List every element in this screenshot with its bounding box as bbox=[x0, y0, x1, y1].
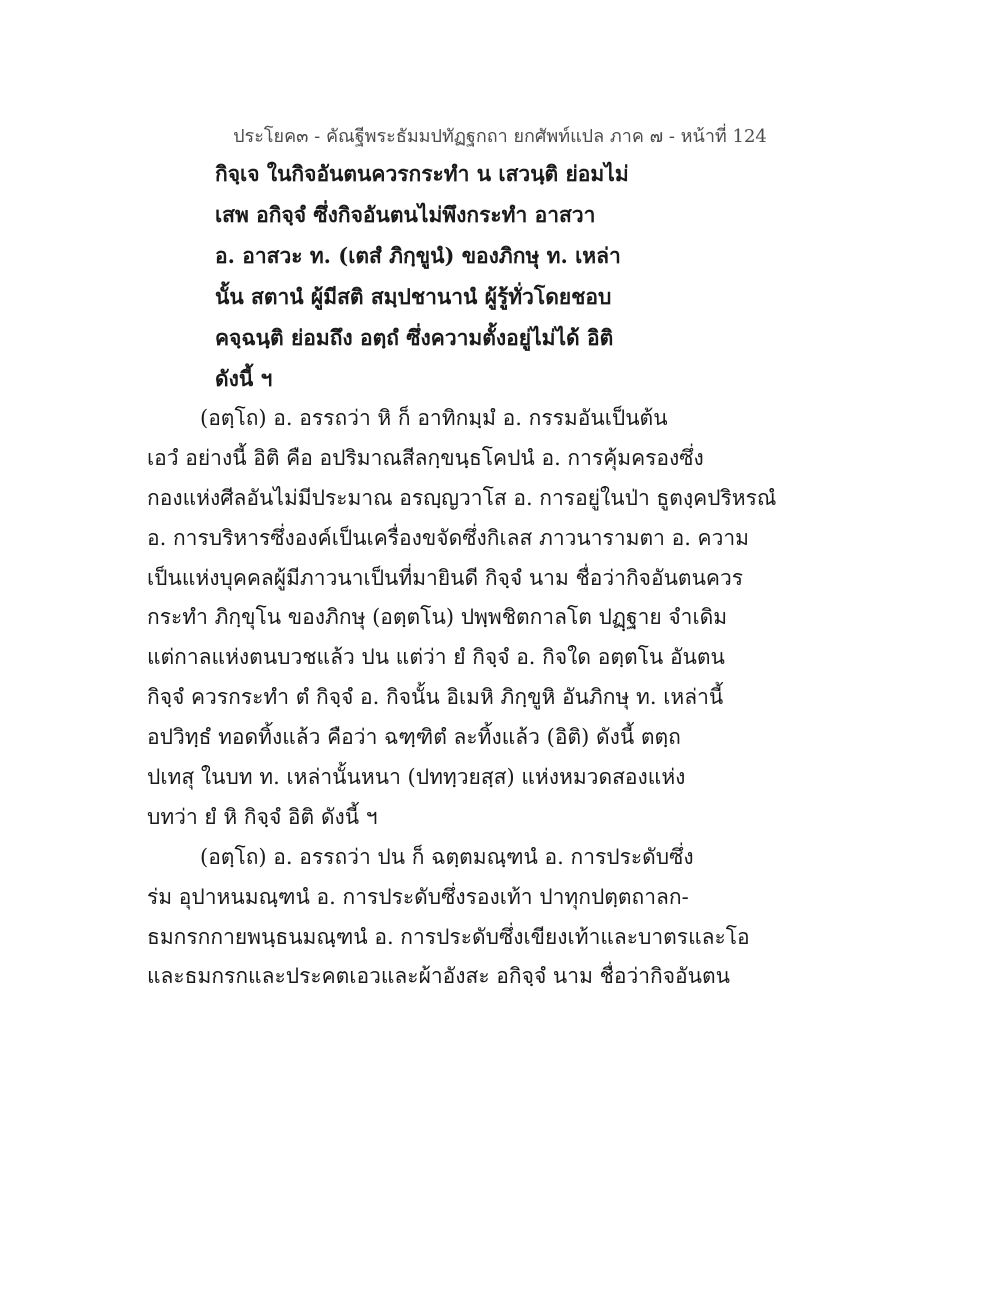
paragraph1-line-9: อปวิทฺธํ ทอดทิ้งแล้ว คือว่า ฉฑฺฑิตํ ละทิ้งแล้ว (อิติ) ดังนี้ ตตฺถ bbox=[147, 725, 681, 749]
paragraph2-line-2: ร่ม อุปาหนมณฺฑนํ อ. การประดับซึ่งรองเท้า ปาทุกปตฺตถาลก- bbox=[147, 885, 689, 909]
paragraph2-line-4: และธมกรกและประคตเอวและผ้าอังสะ อกิจฺจํ นาม ชื่อว่ากิจอันตน bbox=[147, 964, 731, 988]
bold-line-5: คจฺฉนฺติ ย่อมถึง อตฺถํ ซึ่งความตั้งอยู่ไม่ได้ อิติ bbox=[215, 325, 614, 350]
bold-line-6: ดังนี้ ฯ bbox=[215, 366, 273, 391]
paragraph1-line-6: กระทำ ภิกฺขุโน ของภิกษุ (อตฺตโน) ปพฺพชิตกาลโต ปฏฺฐาย จำเดิม bbox=[147, 605, 728, 629]
paragraph1-line-10: ปเทสุ ในบท ท. เหล่านั้นหนา (ปททฺวยสฺส) แห่งหมวดสองแห่ง bbox=[147, 765, 686, 789]
bold-line-2: เสพ อกิจฺจํ ซึ่งกิจอันตนไม่พึงกระทำ อาสวา bbox=[215, 202, 596, 227]
paragraph1-line-5: เป็นแห่งบุคคลผู้มีภาวนาเป็นที่มายินดี กิจฺจํ นาม ชื่อว่ากิจอันตนควร bbox=[147, 566, 744, 590]
paragraph2-line-3: ธมกรกกายพนฺธนมณฺฑนํ อ. การประดับซึ่งเขียงเท้าและบาตรและโอ bbox=[147, 925, 750, 949]
paragraph1-line-2: เอวํ อย่างนี้ อิติ คือ อปริมาณสีลกฺขนฺธโคปนํ อ. การคุ้มครองซึ่ง bbox=[147, 446, 704, 470]
paragraph1-line-11: บทว่า ยํ หิ กิจฺจํ อิติ ดังนี้ ฯ bbox=[147, 805, 378, 829]
paragraph1-line-4: อ. การบริหารซึ่งองค์เป็นเครื่องขจัดซึ่งกิเลส ภาวนารามตา อ. ความ bbox=[147, 526, 750, 550]
paragraph1-line-7: แต่กาลแห่งตนบวชแล้ว ปน แต่ว่า ยํ กิจฺจํ อ. กิจใด อตฺตโน อันตน bbox=[147, 645, 725, 669]
paragraph2-line-1: (อตฺโถ) อ. อรรถว่า ปน ก็ ฉตฺตมณฺฑนํ อ. การประดับซึ่ง bbox=[200, 845, 694, 869]
bold-line-3: อ. อาสวะ ท. (เตสํ ภิกฺขูนํ) ของภิกษุ ท. เหล่า bbox=[215, 243, 621, 268]
paragraph1-line-8: กิจฺจํ ควรกระทำ ตํ กิจฺจํ อ. กิจนั้น อิเมหิ ภิกฺขูหิ อันภิกษุ ท. เหล่านี้ bbox=[147, 685, 724, 709]
bold-line-4: นั้น สตานํ ผู้มีสติ สมฺปชานานํ ผู้รู้ทั่วโดยชอบ bbox=[215, 284, 612, 309]
page-header: ประโยค๓ - คัณฐีพระธัมมปทัฏฐกถา ยกศัพท์แปล ภาค ๗ - หน้าที่ 124 bbox=[233, 126, 767, 147]
paragraph1-line-3: กองแห่งศีลอันไม่มีประมาณ อรญฺญวาโส อ. การอยู่ในป่า ธูตงฺคปริหรณํ bbox=[147, 486, 777, 510]
paragraph1-line-1: (อตฺโถ) อ. อรรถว่า หิ ก็ อาทิกมฺมํ อ. กรรมอันเป็นต้น bbox=[200, 406, 668, 430]
bold-line-1: กิจฺเจ ในกิจอันตนควรกระทำ น เสวนฺติ ย่อมไม่ bbox=[215, 161, 629, 186]
